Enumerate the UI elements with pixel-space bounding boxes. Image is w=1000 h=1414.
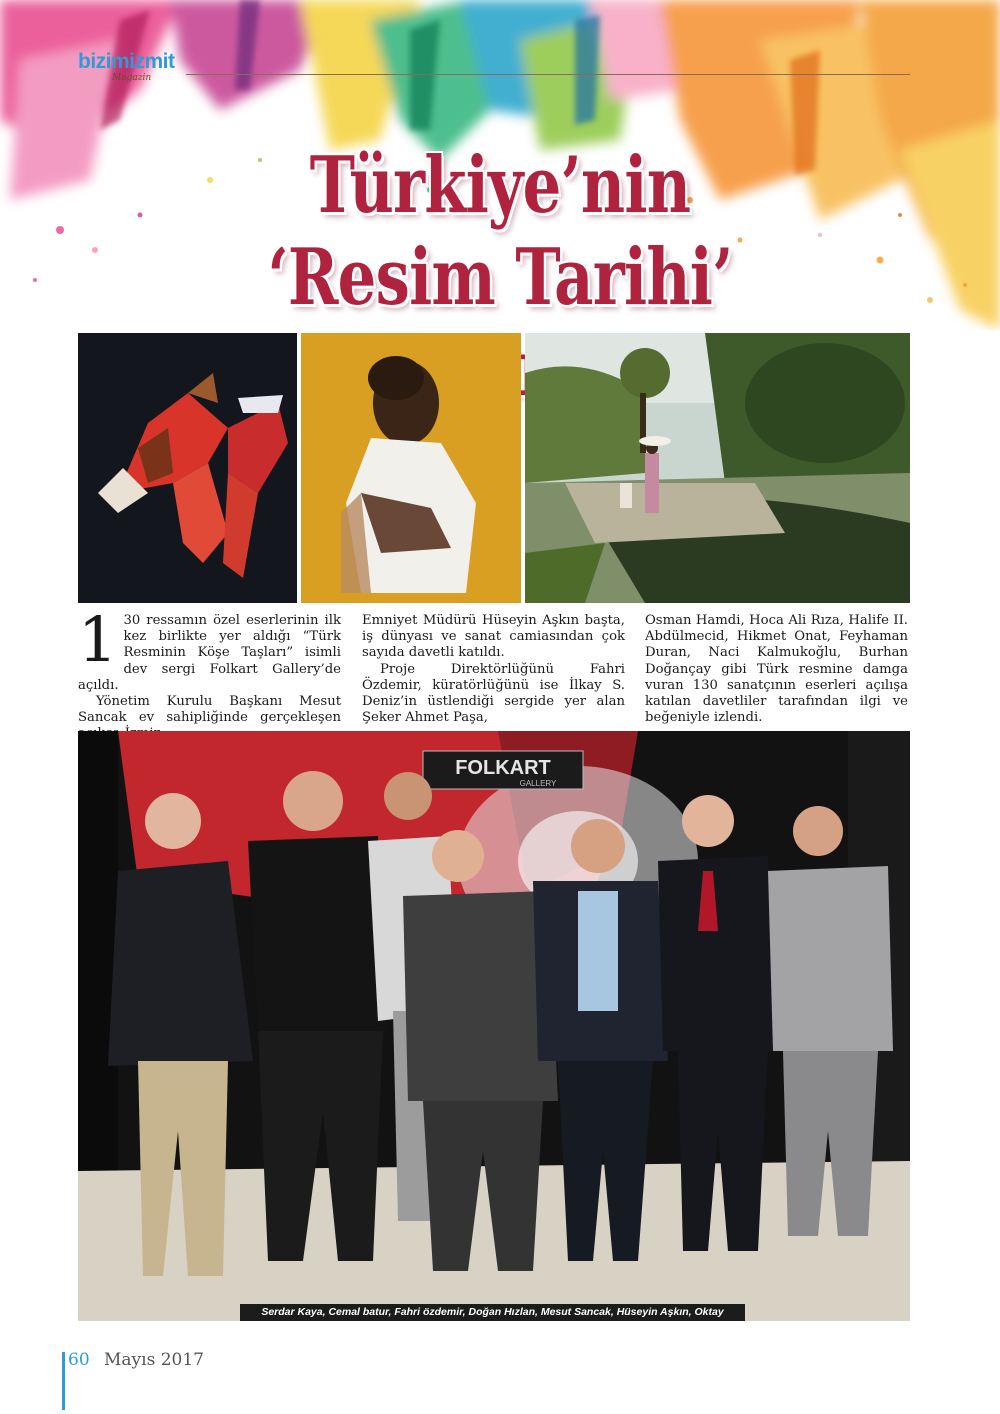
header-rule: [186, 74, 910, 75]
folkart-sign-text: FOLKART: [455, 757, 551, 779]
portrait-painting-image: [301, 333, 521, 603]
page-number: 60: [68, 1350, 90, 1370]
group-photo-image: [78, 731, 910, 1321]
folkart-sign-subtext: GALLERY: [519, 779, 557, 788]
photo-caption: Serdar Kaya, Cemal batur, Fahri özdemir, Doğan Hızlan, Mesut Sancak, Hüseyin Aşkın, Oktay Keresteci: [240, 1304, 745, 1321]
headline-line-2: ‘Resim Tarihi’: [267, 232, 733, 323]
article-column-3: [645, 613, 908, 726]
article-paragraph: Proje Direktörlüğünü Fahri Özdemir, küratörlüğünü ise İlkay S. Deniz’in üstlendiği sergide yer alan Şeker Ahmet Paşa,: [362, 661, 625, 726]
article-paragraph: Osman Hamdi, Hoca Ali Rıza, Halife II. Abdülmecid, Hikmet Onat, Feyhaman Duran, Naci Kalmukoğlu, Burhan Doğançay gibi Türk resmine damga vuran 130 sanatçının eserleri açılışa katılan davetliler tarafından ilgi ve beğeniyle izlendi.: [645, 613, 908, 726]
dropcap: 1: [78, 603, 118, 676]
footer-accent-bar: [62, 1352, 65, 1410]
magazine-logo-subtitle: Magazin: [112, 73, 152, 83]
article-paragraph: 30 ressamın özel eserlerinin ilk kez birlikte yer aldığı “Türk Resminin Köşe Taşları” isimli dev sergi Folkart Gallery’de açıldı.: [78, 613, 341, 693]
article-paragraph: Yönetim Kurulu Başkanı Mesut Sancak ev sahipliğinde gerçekleşen: [78, 694, 341, 726]
magazine-logo: bizimizmit: [78, 50, 175, 73]
landscape-painting-image: [525, 333, 910, 603]
abstract-painting-image: [78, 333, 297, 603]
issue-date: Mayıs 2017: [104, 1350, 204, 1370]
article-column-2: [362, 613, 625, 726]
headline-line-1: Türkiye’nin: [309, 140, 691, 231]
article-column-1: [78, 603, 341, 743]
article-paragraph: Emniyet Müdürü Hüseyin Aşkın başta, iş dünyası ve sanat camiasından çok sayıda davetli katıldı.: [362, 613, 625, 661]
